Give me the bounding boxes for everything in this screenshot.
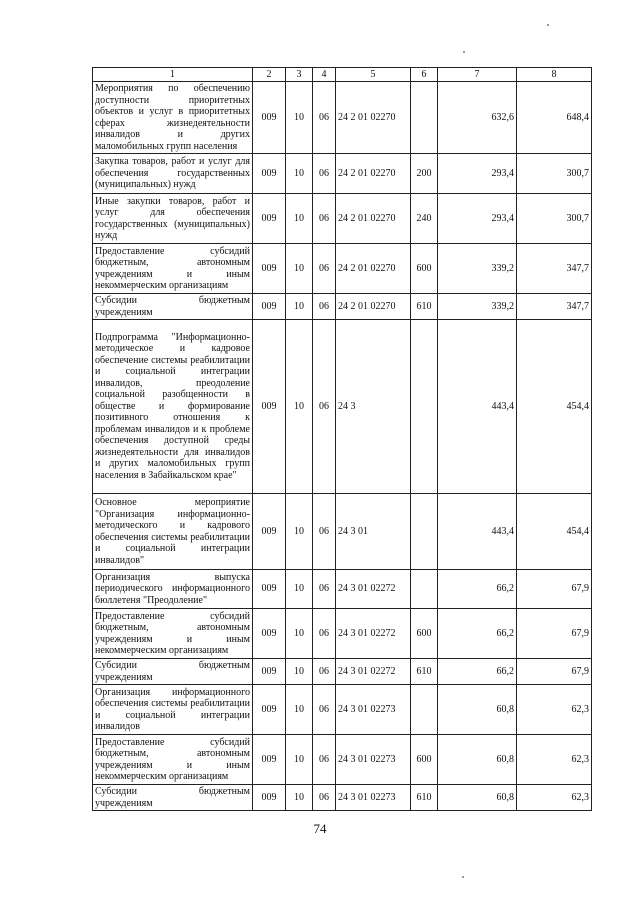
section-code: 10	[286, 294, 313, 320]
target-code: 24 3 01 02272	[336, 659, 411, 685]
ministry-code: 009	[253, 609, 286, 659]
amount-col-8: 62,3	[517, 685, 592, 735]
amount-col-8: 67,9	[517, 609, 592, 659]
target-code: 24 3 01 02272	[336, 609, 411, 659]
expense-type: 240	[411, 194, 438, 244]
row-description: Организация информационного обеспечения системы реабилитации и социальной интеграции инвалидов	[93, 685, 253, 735]
amount-col-8: 62,3	[517, 785, 592, 811]
expense-type: 600	[411, 244, 438, 294]
row-description: Предоставление субсидий бюджетным, автономным учреждениям и иным некоммерческим организациям	[93, 609, 253, 659]
target-code: 24 3 01 02273	[336, 785, 411, 811]
amount-col-7: 66,2	[438, 570, 517, 609]
table-row	[93, 609, 592, 659]
expense-type: 610	[411, 659, 438, 685]
amount-col-7: 60,8	[438, 785, 517, 811]
section-code: 10	[286, 570, 313, 609]
table-row	[93, 785, 592, 811]
scan-speck	[547, 24, 549, 26]
subsection-code: 06	[313, 82, 336, 154]
target-code: 24 3	[336, 320, 411, 494]
section-code: 10	[286, 609, 313, 659]
expense-type	[411, 320, 438, 494]
ministry-code: 009	[253, 659, 286, 685]
table-row	[93, 570, 592, 609]
target-code: 24 2 01 02270	[336, 154, 411, 194]
section-code: 10	[286, 685, 313, 735]
section-code: 10	[286, 494, 313, 570]
row-description: Субсидии бюджетным учреждениям	[93, 659, 253, 685]
amount-col-7: 66,2	[438, 659, 517, 685]
amount-col-8: 67,9	[517, 659, 592, 685]
ministry-code: 009	[253, 570, 286, 609]
table-row	[93, 659, 592, 685]
expense-type	[411, 82, 438, 154]
subsection-code: 06	[313, 154, 336, 194]
subsection-code: 06	[313, 785, 336, 811]
amount-col-8: 67,9	[517, 570, 592, 609]
target-code: 24 2 01 02270	[336, 244, 411, 294]
subsection-code: 06	[313, 659, 336, 685]
expense-type: 610	[411, 294, 438, 320]
amount-col-7: 443,4	[438, 494, 517, 570]
header-cell: 5	[336, 68, 411, 82]
table-row	[93, 82, 592, 154]
budget-table	[92, 67, 592, 811]
ministry-code: 009	[253, 785, 286, 811]
section-code: 10	[286, 154, 313, 194]
amount-col-7: 60,8	[438, 735, 517, 785]
expense-type: 600	[411, 735, 438, 785]
amount-col-8: 454,4	[517, 320, 592, 494]
section-code: 10	[286, 320, 313, 494]
ministry-code: 009	[253, 154, 286, 194]
table-row	[93, 244, 592, 294]
amount-col-8: 62,3	[517, 735, 592, 785]
subsection-code: 06	[313, 735, 336, 785]
amount-col-8: 454,4	[517, 494, 592, 570]
amount-col-7: 443,4	[438, 320, 517, 494]
scan-speck	[462, 876, 464, 878]
row-description: Организация выпуска периодического информационного бюллетеня "Преодоление"	[93, 570, 253, 609]
amount-col-8: 300,7	[517, 154, 592, 194]
amount-col-8: 347,7	[517, 294, 592, 320]
table-row	[93, 494, 592, 570]
header-cell: 6	[411, 68, 438, 82]
ministry-code: 009	[253, 735, 286, 785]
target-code: 24 3 01 02273	[336, 685, 411, 735]
target-code: 24 2 01 02270	[336, 194, 411, 244]
expense-type	[411, 494, 438, 570]
expense-type: 600	[411, 609, 438, 659]
header-cell: 3	[286, 68, 313, 82]
table-row	[93, 154, 592, 194]
scan-speck	[463, 51, 465, 53]
section-code: 10	[286, 194, 313, 244]
amount-col-7: 339,2	[438, 294, 517, 320]
subsection-code: 06	[313, 570, 336, 609]
section-code: 10	[286, 785, 313, 811]
subsection-code: 06	[313, 194, 336, 244]
expense-type: 200	[411, 154, 438, 194]
row-description: Субсидии бюджетным учреждениям	[93, 785, 253, 811]
row-description: Мероприятия по обеспечению доступности приоритетных объектов и услуг в приоритетных сферах жизнедеятельности инвалидов и других маломобильных групп населения	[93, 82, 253, 154]
header-cell: 8	[517, 68, 592, 82]
row-description: Предоставление субсидий бюджетным, автономным учреждениям и иным некоммерческим организациям	[93, 735, 253, 785]
row-description: Основное мероприятие "Организация информационно-методического и кадрового обеспечения системы реабилитации и социальной интеграции инвалидов"	[93, 494, 253, 570]
ministry-code: 009	[253, 685, 286, 735]
header-cell: 1	[93, 68, 253, 82]
expense-type	[411, 570, 438, 609]
amount-col-8: 300,7	[517, 194, 592, 244]
header-cell: 2	[253, 68, 286, 82]
ministry-code: 009	[253, 244, 286, 294]
subsection-code: 06	[313, 494, 336, 570]
amount-col-7: 293,4	[438, 154, 517, 194]
page-number: 74	[313, 821, 327, 836]
ministry-code: 009	[253, 294, 286, 320]
target-code: 24 3 01 02273	[336, 735, 411, 785]
ministry-code: 009	[253, 82, 286, 154]
subsection-code: 06	[313, 320, 336, 494]
amount-col-7: 293,4	[438, 194, 517, 244]
table-row	[93, 194, 592, 244]
expense-type: 610	[411, 785, 438, 811]
expense-type	[411, 685, 438, 735]
section-code: 10	[286, 659, 313, 685]
ministry-code: 009	[253, 494, 286, 570]
subsection-code: 06	[313, 609, 336, 659]
row-description: Иные закупки товаров, работ и услуг для обеспечения государственных (муниципальных) нужд	[93, 194, 253, 244]
subsection-code: 06	[313, 685, 336, 735]
target-code: 24 2 01 02270	[336, 294, 411, 320]
table-row	[93, 685, 592, 735]
target-code: 24 2 01 02270	[336, 82, 411, 154]
amount-col-7: 632,6	[438, 82, 517, 154]
target-code: 24 3 01	[336, 494, 411, 570]
table-row	[93, 294, 592, 320]
row-description: Подпрограмма "Информационно-методическое и кадровое обеспечение системы реабилитации и социальной интеграции инвалидов, преодоление социальной разобщенности в обществе и формирование позитивного отношения к проблемам инвалидов и к проблеме обеспечения доступной среды жизнедеятельности для инвалидов и других маломобильных групп населения в Забайкальском крае"	[93, 320, 253, 494]
table-header-row	[93, 68, 592, 82]
section-code: 10	[286, 244, 313, 294]
amount-col-7: 60,8	[438, 685, 517, 735]
ministry-code: 009	[253, 194, 286, 244]
header-cell: 7	[438, 68, 517, 82]
row-description: Закупка товаров, работ и услуг для обеспечения государственных (муниципальных) нужд	[93, 154, 253, 194]
table-row	[93, 320, 592, 494]
subsection-code: 06	[313, 294, 336, 320]
subsection-code: 06	[313, 244, 336, 294]
header-cell: 4	[313, 68, 336, 82]
row-description: Субсидии бюджетным учреждениям	[93, 294, 253, 320]
target-code: 24 3 01 02272	[336, 570, 411, 609]
amount-col-8: 648,4	[517, 82, 592, 154]
section-code: 10	[286, 735, 313, 785]
ministry-code: 009	[253, 320, 286, 494]
section-code: 10	[286, 82, 313, 154]
amount-col-7: 66,2	[438, 609, 517, 659]
amount-col-7: 339,2	[438, 244, 517, 294]
amount-col-8: 347,7	[517, 244, 592, 294]
row-description: Предоставление субсидий бюджетным, автономным учреждениям и иным некоммерческим организациям	[93, 244, 253, 294]
table-row	[93, 735, 592, 785]
